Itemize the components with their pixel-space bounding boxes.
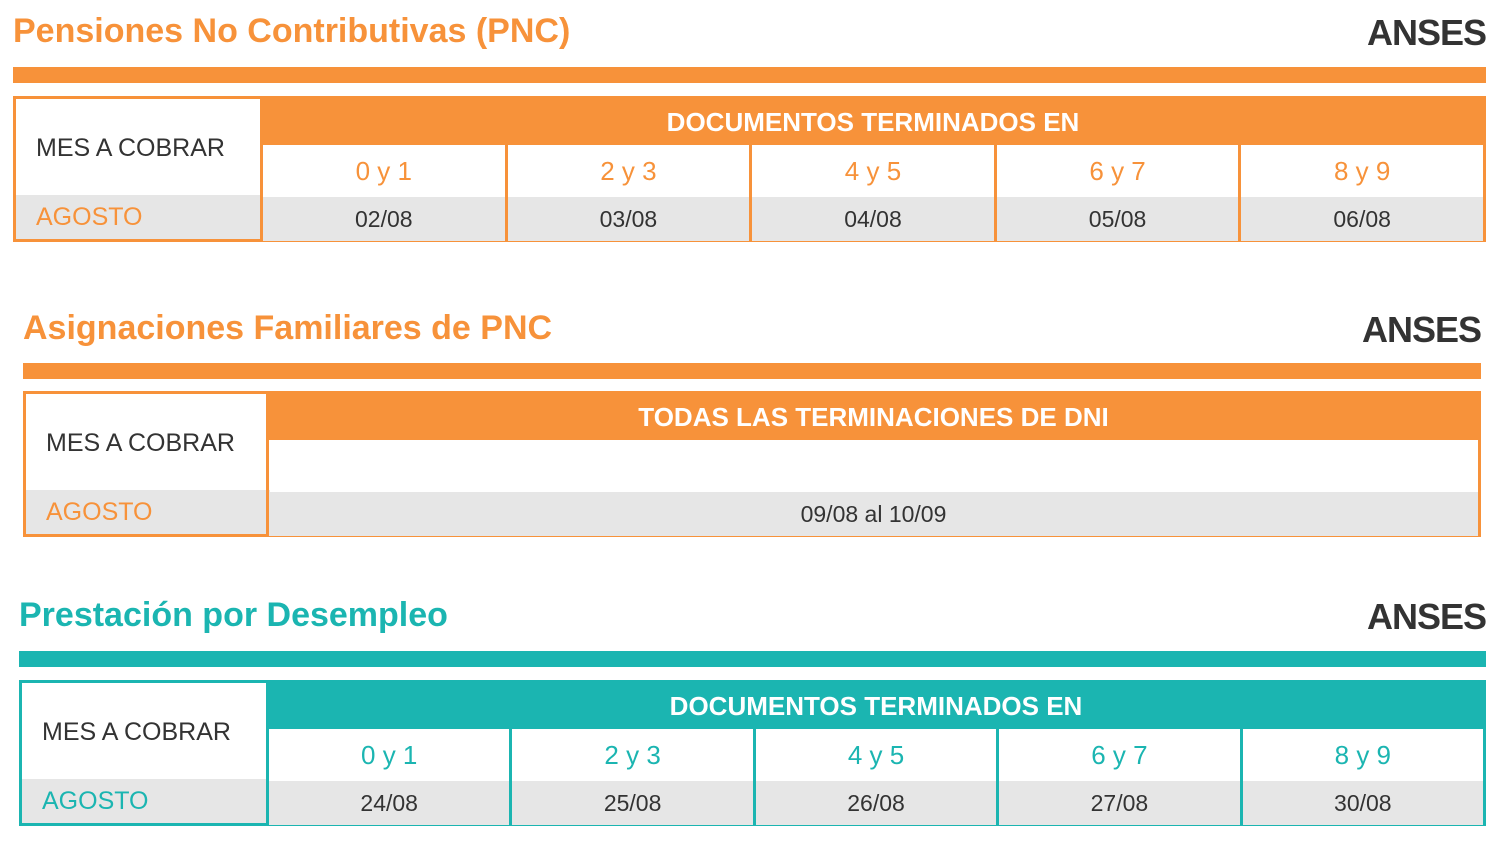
pnc-schedule-table: [13, 96, 1486, 242]
payment-range-cell: 09/08 al 10/09: [269, 492, 1478, 536]
asignaciones-schedule-table: [23, 391, 1481, 537]
payment-date-cell: 27/08: [996, 781, 1239, 825]
payment-date-cell: 04/08: [749, 197, 994, 241]
dni-column-header: 0 y 1: [355, 155, 412, 186]
anses-logo-3: ANSES: [1366, 596, 1486, 637]
month-cell: AGOSTO: [22, 779, 266, 823]
dni-column-header: 4 y 5: [749, 145, 994, 197]
dni-column-header: 6 y 7: [994, 145, 1239, 197]
payment-date-cell: 30/08: [1240, 781, 1483, 825]
desempleo-section: [19, 596, 1486, 828]
documentos-band: DOCUMENTOS TERMINADOS EN: [263, 99, 1483, 145]
dni-column-header: 8 y 9: [1240, 729, 1483, 781]
anses-logo-2: ANSES: [1361, 309, 1481, 350]
month-cell: AGOSTO: [26, 490, 270, 534]
mes-a-cobrar-header: MES A COBRAR: [46, 428, 235, 457]
payment-date-cell: 03/08: [505, 197, 750, 241]
documentos-band: DOCUMENTOS TERMINADOS EN: [269, 683, 1483, 729]
dni-column-header: 2 y 3: [505, 145, 750, 197]
anses-logo-1: ANSES: [1366, 12, 1486, 53]
month-cell: AGOSTO: [16, 195, 260, 239]
dni-column-header: 6 y 7: [996, 729, 1239, 781]
mes-a-cobrar-header: MES A COBRAR: [42, 717, 231, 746]
dni-column-header: 2 y 3: [509, 729, 752, 781]
desempleo-divider-bar: [19, 651, 1486, 667]
dates-row: [269, 781, 1483, 825]
pnc-title: Pensiones No Contributivas (PNC): [13, 12, 571, 50]
todas-terminaciones-band: TODAS LAS TERMINACIONES DE DNI: [269, 394, 1478, 440]
dni-columns-row: [269, 729, 1483, 781]
payment-date-cell: 26/08: [753, 781, 996, 825]
dni-column-header: 0 y 1: [361, 739, 418, 770]
dni-columns-row: [263, 145, 1483, 197]
dni-column-header: 8 y 9: [1238, 145, 1483, 197]
desempleo-title: Prestación por Desempleo: [19, 596, 448, 634]
desempleo-schedule-table: [19, 680, 1486, 826]
payment-date-cell: 06/08: [1238, 197, 1483, 241]
dni-column-header: 4 y 5: [753, 729, 996, 781]
payment-date-cell: 05/08: [994, 197, 1239, 241]
asignaciones-title: Asignaciones Familiares de PNC: [23, 309, 553, 347]
asignaciones-divider-bar: [23, 363, 1481, 379]
mes-a-cobrar-header: MES A COBRAR: [36, 133, 225, 162]
payment-date-cell: 24/08: [269, 781, 509, 825]
pnc-section: [13, 12, 1486, 244]
asignaciones-section: [23, 309, 1481, 539]
payment-date-cell: 25/08: [509, 781, 752, 825]
dates-row: [263, 197, 1483, 241]
payment-date-cell: 02/08: [263, 197, 505, 241]
range-row: [269, 492, 1478, 536]
pnc-divider-bar: [13, 67, 1486, 83]
